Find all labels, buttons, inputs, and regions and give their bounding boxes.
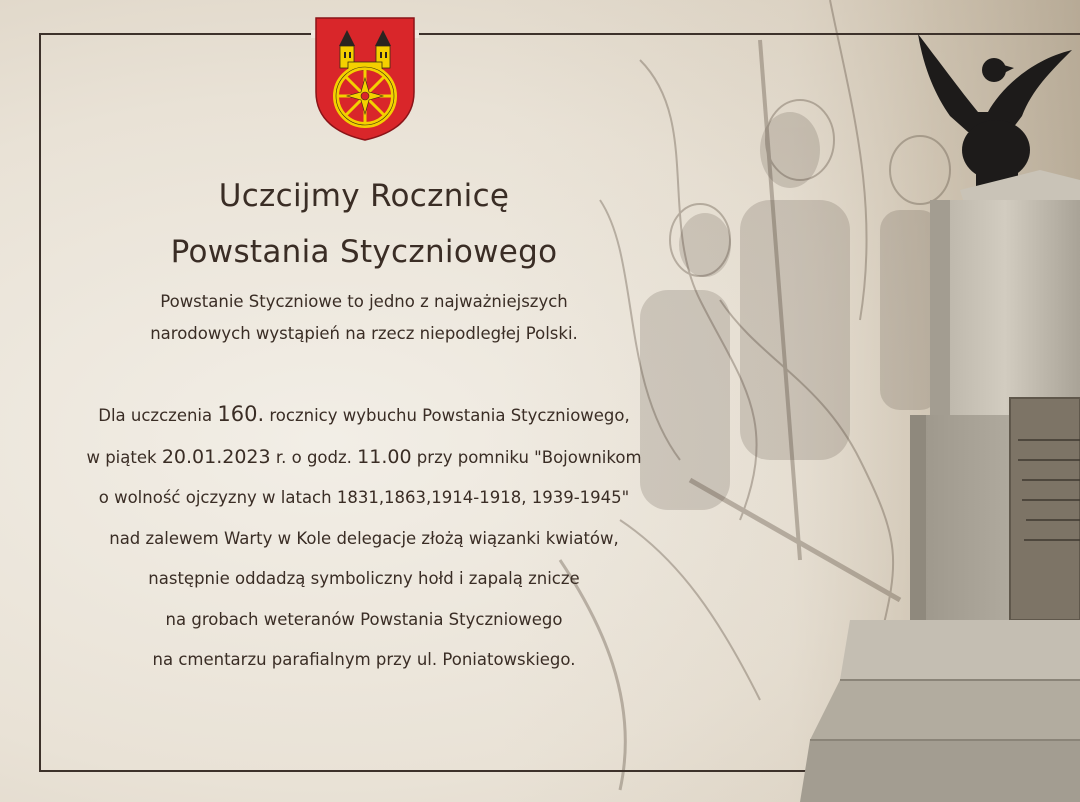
event-description [40,394,688,681]
intro-line-1: Powstanie Styczniowe to jedno z najważniejszych [160,292,568,311]
eagle-monument-illustration [800,20,1080,802]
body-line-5: następnie oddadzą symboliczny hołd i zapalą znicze [148,569,580,588]
coat-of-arms-icon [312,16,418,142]
headline-line-2: Powstania Styczniowego [170,234,558,270]
intro-paragraph [40,286,688,350]
headline [40,168,688,280]
headline-line-1: Uczcijmy Rocznicę [218,178,510,214]
body-line-7: na cmentarzu parafialnym przy ul. Poniatowskiego. [152,650,576,669]
event-date: 20.01.2023 [161,445,271,468]
body-line-2: w piątek 20.01.2023 r. o godz. 11.00 przy pomniku "Bojownikom [86,445,642,468]
body-line-3: o wolność ojczyzny w latach 1831,1863,1914-1918, 1939-1945" [98,488,630,507]
body-line-4: nad zalewem Warty w Kole delegacje złożą wiązanki kwiatów, [109,528,619,548]
body-line-6: na grobach weteranów Powstania Styczniowego [165,609,563,629]
intro-line-2: narodowych wystąpień na rzecz niepodległej Polski. [150,324,578,343]
event-time: 11.00 [357,445,412,468]
body-line-1: Dla uczczenia 160. rocznicy wybuchu Powstania Styczniowego, [98,402,630,426]
anniversary-number: 160. [217,402,265,426]
